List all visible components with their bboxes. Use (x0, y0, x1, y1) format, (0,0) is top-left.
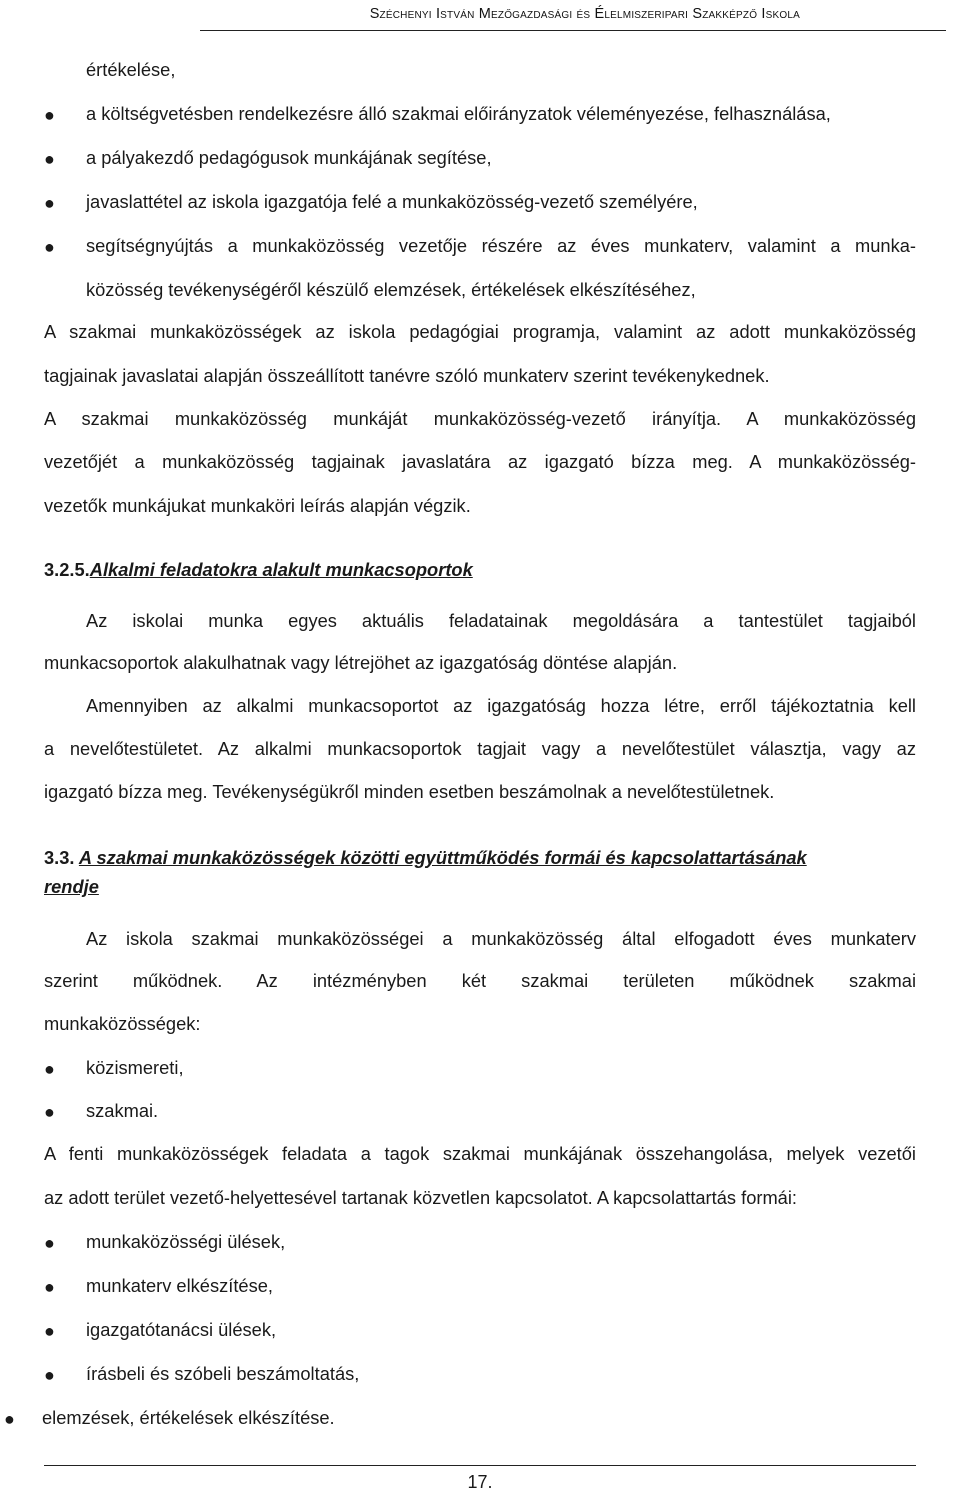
bullet-icon: ● (44, 1277, 55, 1297)
page-header: Széchenyi István Mezőgazdasági és Élelmiszeripari Szakképző Iskola (369, 6, 800, 22)
paragraph-line: A szakmai munkaközösségek az iskola pedagógiai programja, valamint az adott munkaközösség (44, 321, 916, 342)
paragraph-line: az adott terület vezető-helyettesével tartanak közvetlen kapcsolatot. A kapcsolattartás formái: (44, 1187, 797, 1208)
header-rule (200, 30, 946, 31)
list-item-continuation: közösség tevékenységéről készülő elemzések, értékelések elkészítéséhez, (86, 279, 696, 300)
bullet-icon: ● (44, 1233, 55, 1253)
list-item: a költségvetésben rendelkezésre álló szakmai előirányzatok véleményezése, felhasználása, (86, 103, 831, 124)
paragraph-line: Amennyiben az alkalmi munkacsoportot az igazgatóság hozza létre, erről tájékoztatnia kell (86, 695, 916, 716)
section-title: Alkalmi feladatokra alakult munkacsoportok (89, 559, 473, 580)
paragraph-line: Az iskola szakmai munkaközösségei a munkaközösség által elfogadott éves munkaterv (86, 928, 916, 949)
section-title-cont: rendje (44, 876, 99, 897)
paragraph-line: a nevelőtestületet. Az alkalmi munkacsoportok tagjait vagy a nevelőtestület választja, vagy az (44, 738, 916, 759)
list-item: munkaközösségi ülések, (86, 1231, 286, 1252)
list-item: munkaterv elkészítése, (86, 1275, 273, 1296)
bullet-icon: ● (44, 193, 55, 213)
paragraph-line: igazgató bízza meg. Tevékenységükről minden esetben beszámolnak a nevelőtestületnek. (44, 781, 775, 802)
bullet-icon: ● (44, 1102, 55, 1122)
paragraph-line: munkaközösségek: (44, 1013, 201, 1034)
section-number: 3.3. (44, 847, 75, 868)
page-number: 17. (467, 1472, 493, 1492)
bullet-icon: ● (44, 237, 55, 257)
section-number: 3.2.5. (44, 559, 90, 580)
list-item: igazgatótanácsi ülések, (86, 1319, 277, 1340)
paragraph-line: A fenti munkaközösségek feladata a tagok szakmai munkájának összehangolása, melyek vezetői (44, 1143, 916, 1164)
list-item: a pályakezdő pedagógusok munkájának segítése, (86, 147, 492, 168)
paragraph-line: Az iskolai munka egyes aktuális feladatainak megoldására a tantestület tagjaiból (86, 610, 916, 631)
section-heading (44, 846, 916, 870)
list-item: szakmai. (86, 1100, 159, 1121)
section-title: A szakmai munkaközösségek közötti együttműködés formái és kapcsolattartásának (78, 847, 807, 868)
section-heading (44, 558, 916, 582)
paragraph-line: tagjainak javaslatai alapján összeállított tanévre szóló munkaterv szerint tevékenykednek. (44, 365, 770, 386)
list-item: elemzések, értékelések elkészítése. (42, 1407, 335, 1428)
bullet-icon: ● (4, 1409, 15, 1429)
list-item: írásbeli és szóbeli beszámoltatás, (86, 1363, 360, 1384)
list-item: közismereti, (86, 1057, 184, 1078)
bullet-icon: ● (44, 1059, 55, 1079)
paragraph-line: vezetők munkájukat munkaköri leírás alapján végzik. (44, 495, 471, 516)
bullet-icon: ● (44, 149, 55, 169)
paragraph-line: vezetőjét a munkaközösség tagjainak javaslatára az igazgató bízza meg. A munkaközösség- (44, 451, 916, 472)
paragraph-line: szerint működnek. Az intézményben két szakmai területen működnek szakmai (44, 970, 916, 991)
list-item: segítségnyújtás a munkaközösség vezetője részére az éves munkaterv, valamint a munka- (86, 235, 916, 256)
section-heading-continuation (44, 875, 916, 899)
intro-line: értékelése, (86, 59, 176, 80)
bullet-icon: ● (44, 1321, 55, 1341)
bullet-icon: ● (44, 1365, 55, 1385)
footer-rule (44, 1465, 916, 1466)
bullet-icon: ● (44, 105, 55, 125)
paragraph-line: munkacsoportok alakulhatnak vagy létrejöhet az igazgatóság döntése alapján. (44, 652, 678, 673)
paragraph-line: A szakmai munkaközösség munkáját munkaközösség-vezető irányítja. A munkaközösség (44, 408, 916, 429)
list-item: javaslattétel az iskola igazgatója felé a munkaközösség-vezető személyére, (86, 191, 698, 212)
